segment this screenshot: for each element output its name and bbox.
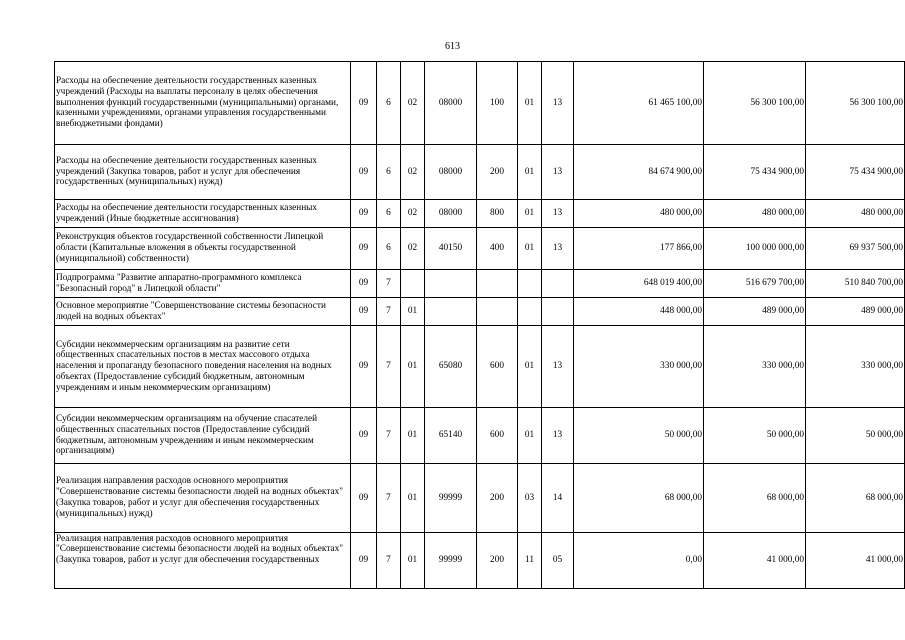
row-description: Реализация направления расходов основного мероприятия "Совершенствование системы безопасности людей на водных объектах" (Закупка товаров, работ и услуг для обеспечения государственных (муниципальных) нужд) (55, 464, 351, 533)
activity-code: 01 (401, 326, 425, 408)
section-code: 01 (518, 228, 542, 270)
section-code: 01 (518, 145, 542, 200)
row-description: Субсидии некоммерческим организациям на развитие сети общественных спасательных постов в местах массового отдыха населения и пропаганду безопасного поведения населения на водных объектах (Предоставление субсидий бюджетным, автономным учреждениям и иным некоммерческим организациям) (55, 326, 351, 408)
section-code (518, 298, 542, 326)
section-code (518, 270, 542, 298)
amount-year-3: 50 000,00 (806, 408, 905, 464)
amount-year-1: 68 000,00 (574, 464, 704, 533)
table-row (55, 533, 905, 589)
row-description-cell (55, 533, 351, 589)
expense-direction-code: 65080 (425, 326, 477, 408)
amount-year-3: 56 300 100,00 (806, 62, 905, 145)
amount-year-2: 75 434 900,00 (704, 145, 806, 200)
expense-direction-code: 99999 (425, 533, 477, 589)
ministry-code: 09 (351, 533, 377, 589)
program-code: 6 (377, 200, 401, 228)
row-description: Подпрограмма "Развитие аппаратно-программного комплекса "Безопасный город" в Липецкой области" (55, 270, 351, 298)
subsection-code: 13 (542, 408, 574, 464)
section-code: 01 (518, 326, 542, 408)
ministry-code: 09 (351, 298, 377, 326)
program-code: 7 (377, 464, 401, 533)
row-description: Реализация направления расходов основного мероприятия "Совершенствование системы безопасности людей на водных объектах" (Закупка товаров, работ и услуг для обеспечения государственных (56, 533, 344, 566)
ministry-code: 09 (351, 408, 377, 464)
amount-year-3: 510 840 700,00 (806, 270, 905, 298)
activity-code: 02 (401, 62, 425, 145)
table-row (55, 326, 905, 408)
section-code: 01 (518, 200, 542, 228)
row-description: Расходы на обеспечение деятельности государственных казенных учреждений (Закупка товаров, работ и услуг для обеспечения государственных (муниципальных) нужд) (55, 145, 351, 200)
row-description: Расходы на обеспечение деятельности государственных казенных учреждений (Иные бюджетные ассигнования) (55, 200, 351, 228)
program-code: 6 (377, 228, 401, 270)
ministry-code: 09 (351, 145, 377, 200)
amount-year-2: 68 000,00 (704, 464, 806, 533)
subsection-code: 14 (542, 464, 574, 533)
subsection-code: 13 (542, 200, 574, 228)
table-row (55, 200, 905, 228)
expense-type-code: 200 (477, 533, 518, 589)
table-row (55, 228, 905, 270)
subsection-code: 05 (542, 533, 574, 589)
amount-year-2: 41 000,00 (704, 533, 806, 589)
row-description: Расходы на обеспечение деятельности государственных казенных учреждений (Расходы на выплаты персоналу в целях обеспечения выполнения функций государственными (муниципальными) органами, казенными учреждениями, органами управления государственными внебюджетными фондами) (55, 62, 351, 145)
amount-year-2: 489 000,00 (704, 298, 806, 326)
activity-code (401, 270, 425, 298)
expense-type-code: 200 (477, 464, 518, 533)
activity-code: 02 (401, 200, 425, 228)
amount-year-1: 177 866,00 (574, 228, 704, 270)
amount-year-2: 50 000,00 (704, 408, 806, 464)
subsection-code (542, 270, 574, 298)
expense-direction-code: 08000 (425, 200, 477, 228)
amount-year-1: 0,00 (574, 533, 704, 589)
ministry-code: 09 (351, 62, 377, 145)
section-code: 01 (518, 408, 542, 464)
budget-table (54, 61, 905, 589)
ministry-code: 09 (351, 228, 377, 270)
amount-year-1: 648 019 400,00 (574, 270, 704, 298)
subsection-code (542, 298, 574, 326)
amount-year-2: 56 300 100,00 (704, 62, 806, 145)
program-code: 7 (377, 408, 401, 464)
amount-year-1: 330 000,00 (574, 326, 704, 408)
table-row (55, 298, 905, 326)
expense-type-code (477, 298, 518, 326)
expense-direction-code: 08000 (425, 145, 477, 200)
amount-year-2: 516 679 700,00 (704, 270, 806, 298)
section-code: 01 (518, 62, 542, 145)
expense-type-code (477, 270, 518, 298)
activity-code: 01 (401, 298, 425, 326)
expense-type-code: 600 (477, 408, 518, 464)
table-row (55, 145, 905, 200)
ministry-code: 09 (351, 270, 377, 298)
program-code: 6 (377, 62, 401, 145)
amount-year-3: 489 000,00 (806, 298, 905, 326)
table-row (55, 62, 905, 145)
amount-year-1: 61 465 100,00 (574, 62, 704, 145)
subsection-code: 13 (542, 145, 574, 200)
expense-direction-code: 65140 (425, 408, 477, 464)
table-row (55, 270, 905, 298)
amount-year-3: 69 937 500,00 (806, 228, 905, 270)
row-description: Реконструкция объектов государственной собственности Липецкой области (Капитальные вложения в объекты государственной (муниципальной) собственности) (55, 228, 351, 270)
table-row (55, 464, 905, 533)
expense-direction-code (425, 298, 477, 326)
activity-code: 02 (401, 228, 425, 270)
amount-year-3: 75 434 900,00 (806, 145, 905, 200)
amount-year-3: 480 000,00 (806, 200, 905, 228)
row-description: Субсидии некоммерческим организациям на обучение спасателей общественных спасательных постов (Предоставление субсидий бюджетным, автономным учреждениям и иным некоммерческим организациям) (55, 408, 351, 464)
expense-type-code: 800 (477, 200, 518, 228)
expense-type-code: 100 (477, 62, 518, 145)
amount-year-1: 480 000,00 (574, 200, 704, 228)
amount-year-3: 41 000,00 (806, 533, 905, 589)
subsection-code: 13 (542, 326, 574, 408)
row-description: Основное мероприятие "Совершенствование системы безопасности людей на водных объектах" (55, 298, 351, 326)
amount-year-1: 448 000,00 (574, 298, 704, 326)
expense-direction-code (425, 270, 477, 298)
amount-year-3: 330 000,00 (806, 326, 905, 408)
amount-year-1: 84 674 900,00 (574, 145, 704, 200)
amount-year-1: 50 000,00 (574, 408, 704, 464)
activity-code: 01 (401, 533, 425, 589)
expense-direction-code: 99999 (425, 464, 477, 533)
expense-type-code: 400 (477, 228, 518, 270)
activity-code: 01 (401, 464, 425, 533)
ministry-code: 09 (351, 200, 377, 228)
program-code: 7 (377, 298, 401, 326)
page-number: 613 (445, 41, 460, 52)
amount-year-2: 330 000,00 (704, 326, 806, 408)
expense-type-code: 600 (477, 326, 518, 408)
expense-direction-code: 40150 (425, 228, 477, 270)
amount-year-2: 100 000 000,00 (704, 228, 806, 270)
program-code: 7 (377, 270, 401, 298)
subsection-code: 13 (542, 62, 574, 145)
subsection-code: 13 (542, 228, 574, 270)
section-code: 03 (518, 464, 542, 533)
ministry-code: 09 (351, 326, 377, 408)
program-code: 7 (377, 326, 401, 408)
program-code: 7 (377, 533, 401, 589)
table-row (55, 408, 905, 464)
activity-code: 01 (401, 408, 425, 464)
amount-year-2: 480 000,00 (704, 200, 806, 228)
expense-direction-code: 08000 (425, 62, 477, 145)
activity-code: 02 (401, 145, 425, 200)
program-code: 6 (377, 145, 401, 200)
ministry-code: 09 (351, 464, 377, 533)
amount-year-3: 68 000,00 (806, 464, 905, 533)
expense-type-code: 200 (477, 145, 518, 200)
section-code: 11 (518, 533, 542, 589)
